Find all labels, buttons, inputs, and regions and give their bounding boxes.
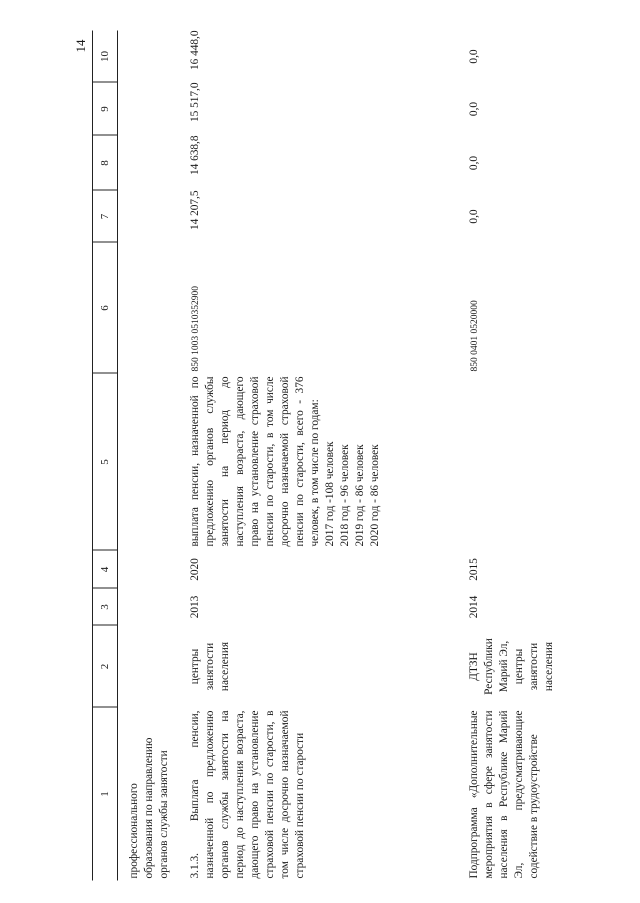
col-header-7: 7 — [99, 213, 111, 220]
result-year-line: 2020 год - 86 человек — [369, 444, 381, 547]
subprogram-title: Подпрограмма «Дополнительные мероприятия в сфере занятости населения в Республике Марий Эл, предусматривающие содействие в трудоустройстве — [468, 710, 540, 879]
result-year-line: 2018 год - 96 человек — [339, 444, 351, 547]
col-header-3: 3 — [99, 604, 111, 610]
row-3-1-3-result — [188, 377, 383, 547]
row-3-1-3-result-text: выплата пенсии, назначенной по предложению органов службы занятости на период до наступления возраста, дающего право на установление страховой пенсии по старости, в том числе досрочно назначаемой страховой пенсии по старости, всего - 376 человек, в том числе по годам: — [189, 376, 321, 547]
subprogram-value-col9: 0,0 — [468, 101, 480, 117]
row-3-1-3-title: 3.1.3. Выплата пенсии, назначенной по предложению органов службы занятости на период до наступления возраста, дающего право на установление страховой пенсии по старости, в том числе досрочно назначаемой страховой пенсии по старости — [189, 710, 306, 879]
subprogram-start-year: 2014 — [468, 595, 480, 619]
col-header-4: 4 — [99, 566, 111, 573]
row-3-1-3-executor: центры занятости населения — [189, 641, 231, 692]
row-3-1-3-value-col10: 16 448,0 — [189, 30, 201, 71]
result-year-line: 2019 год - 86 человек — [354, 444, 366, 547]
header-bottom-rule — [117, 31, 118, 881]
row-3-1-3-end-year: 2020 — [189, 558, 201, 581]
subprogram-value-col8: 0,0 — [468, 155, 480, 171]
result-year-line: 2017 год -108 человек — [324, 441, 336, 547]
subprogram-budget-code: 850 0401 0520000 — [470, 300, 480, 372]
subprogram-value-col7: 0,0 — [468, 209, 480, 224]
page-number: 14 — [73, 39, 88, 53]
col-header-1: 1 — [99, 791, 111, 797]
row-3-1-3-value-col9: 15 517,0 — [189, 82, 201, 123]
col-header-2: 2 — [99, 663, 111, 670]
subprogram-value-col10: 0,0 — [468, 49, 480, 64]
row-3-1-3-start-year: 2013 — [189, 595, 201, 619]
col-header-5: 5 — [99, 459, 111, 465]
subprogram-end-year: 2015 — [468, 558, 480, 581]
col-header-10: 10 — [99, 51, 111, 62]
col-header-9: 9 — [99, 106, 111, 112]
row-3-1-3-value-col7: 14 207,5 — [189, 190, 201, 231]
row-3-1-3-value-col8: 14 638,8 — [189, 135, 201, 176]
col-header-8: 8 — [99, 160, 111, 166]
row-continuation-text: профессионального образования по направлению органов службы занятости — [128, 737, 170, 879]
col-header-6: 6 — [99, 305, 111, 311]
subprogram-executor: ДТЗН Республики Марий Эл, центры занятости населения — [468, 638, 555, 695]
row-3-1-3-budget-code: 850 1003 0510352900 — [191, 286, 201, 372]
budget-table — [0, 31, 640, 881]
